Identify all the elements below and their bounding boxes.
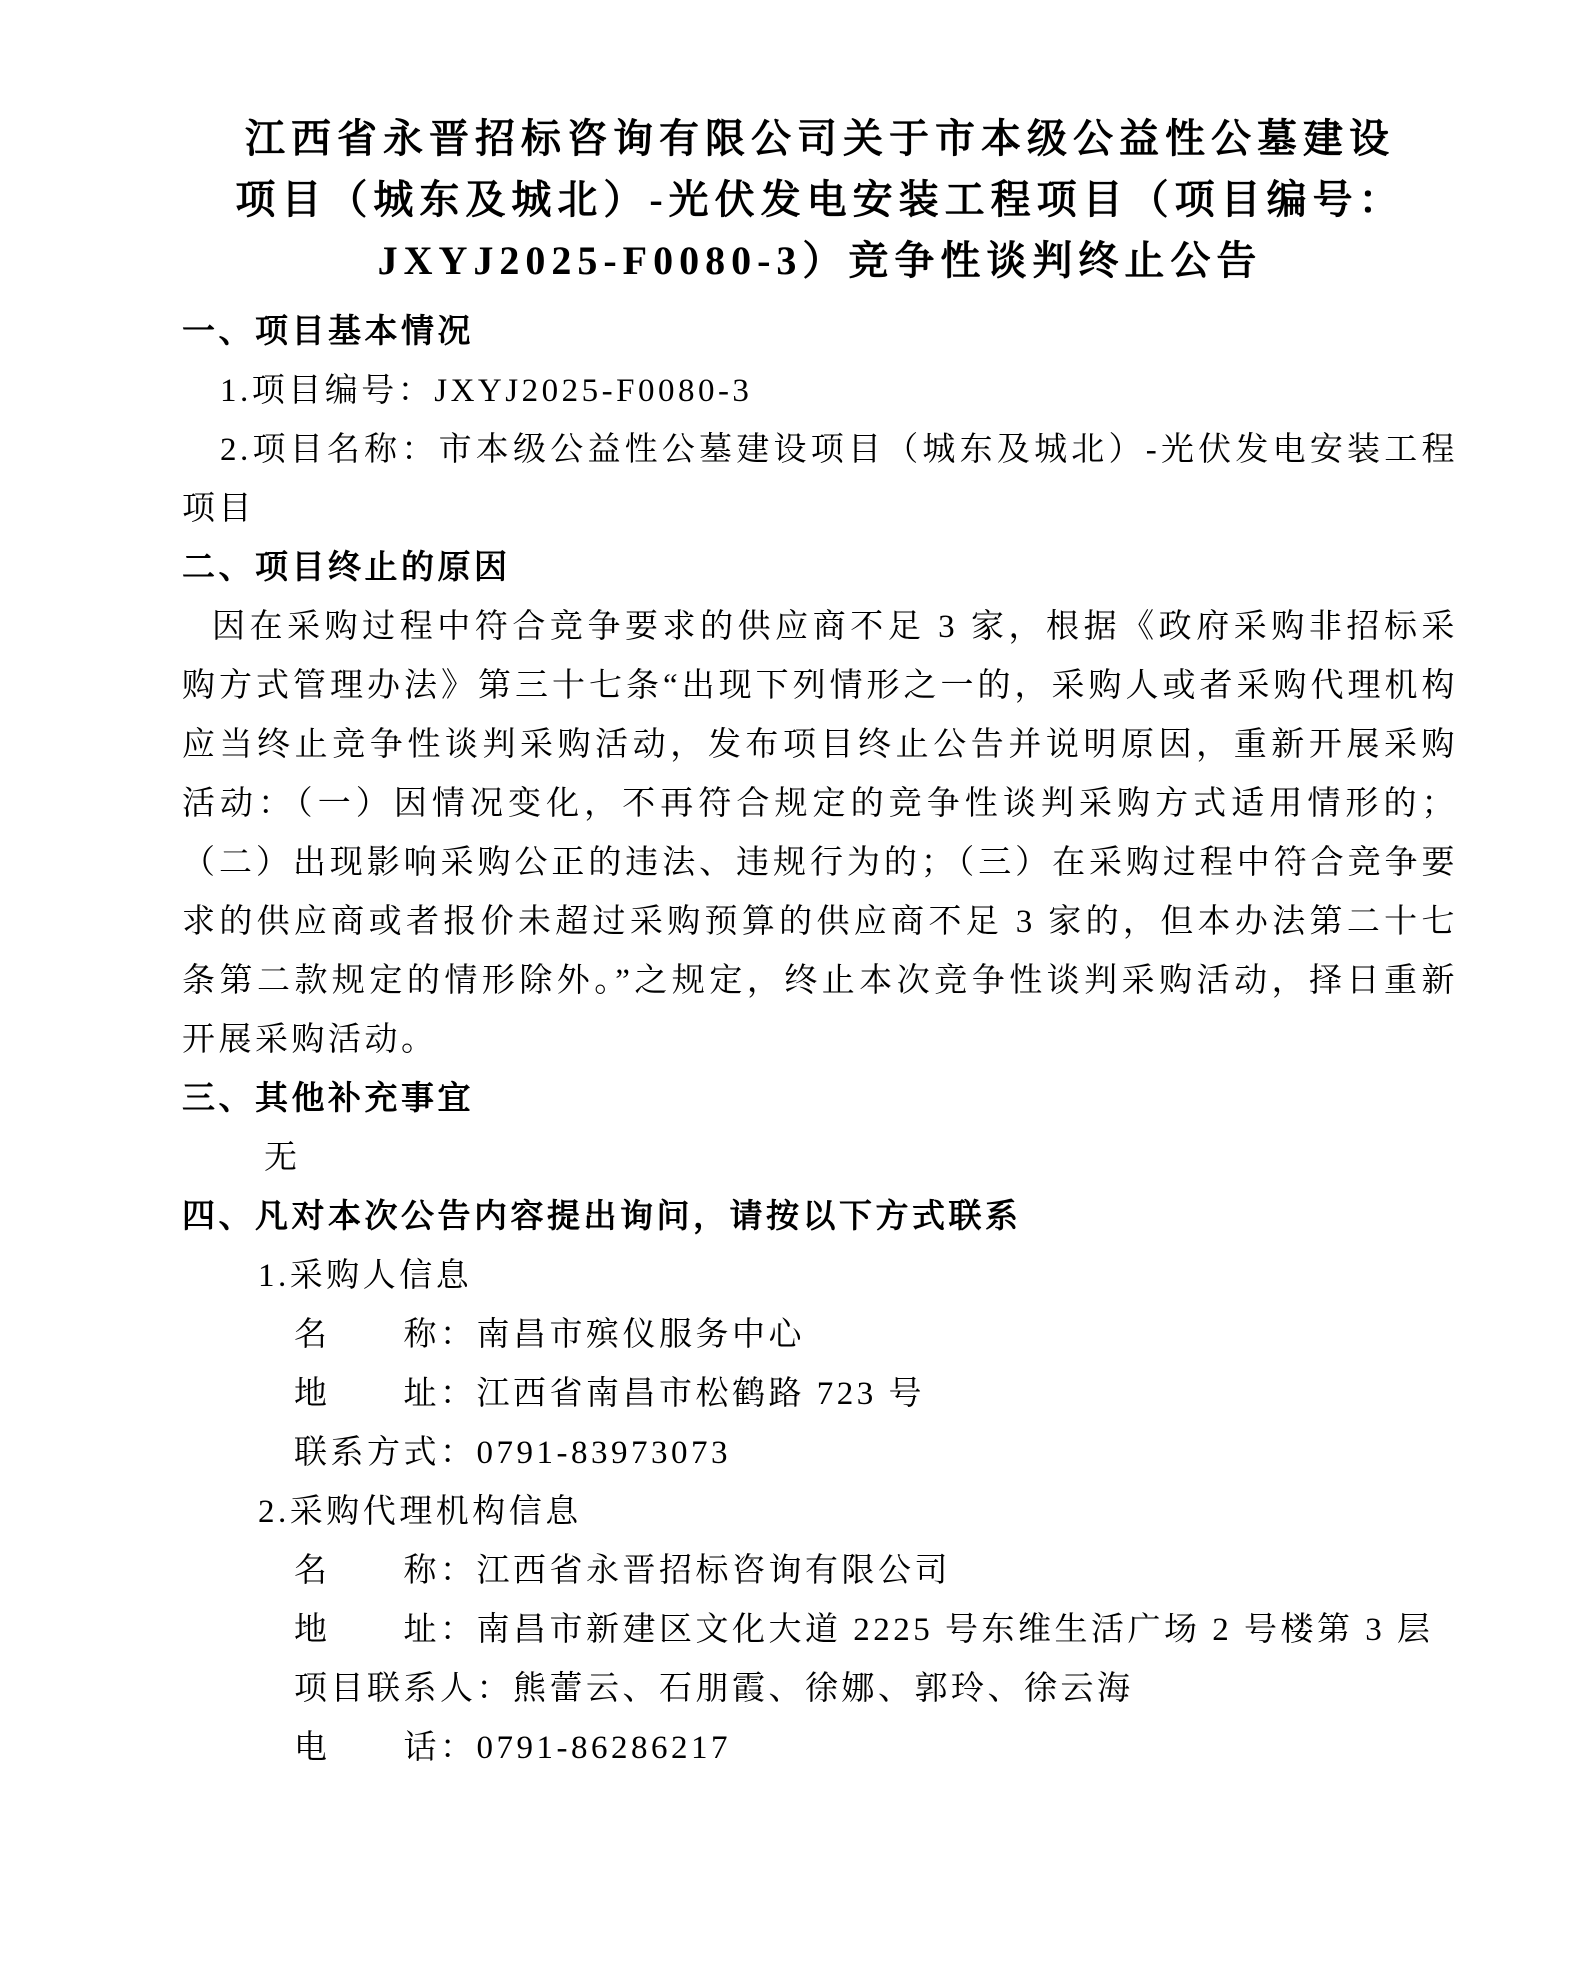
project-name-line: 2.项目名称：市本级公益性公墓建设项目（城东及城北）-光伏发电安装工程项目: [182, 432, 1458, 527]
agency-phone-line: 电 话：0791-86286217: [294, 1730, 731, 1766]
document-body: [182, 303, 1458, 1778]
purchaser-contact-line: 联系方式：0791-83973073: [294, 1435, 731, 1471]
announcement-title: [182, 108, 1458, 291]
announcement-title-line-1: 江西省永晋招标咨询有限公司关于市本级公益性公墓建设: [245, 116, 1395, 161]
termination-reason-paragraph: 因在采购过程中符合竞争要求的供应商不足 3 家，根据《政府采购非招标采购方式管理办法》第三十七条“出现下列情形之一的，采购人或者采购代理机构应当终止竞争性谈判采购活动，发布项目终止公告并说明原因，重新开展采购活动：（一）因情况变化，不再符合规定的竞争性谈判采购方式适用情形的；（二）出现影响采购公正的违法、违规行为的；（三）在采购过程中符合竞争要求的供应商或者报价未超过采购预算的供应商不足 3 家的，但本办法第二十七条第二款规定的情形除外。”之规定，终止本次竞争性谈判采购活动，择日重新开展采购活动。: [182, 609, 1458, 1058]
purchaser-info-heading: 1.采购人信息: [258, 1258, 473, 1294]
announcement-title-line-3: JXYJ2025-F0080-3）竞争性谈判终止公告: [377, 238, 1263, 283]
supplement-content: 无: [264, 1140, 301, 1176]
section-4-heading: 四、凡对本次公告内容提出询问，请按以下方式联系: [182, 1199, 1022, 1235]
section-3-heading: 三、其他补充事宜: [182, 1081, 474, 1117]
project-number-line: 1.项目编号：JXYJ2025-F0080-3: [220, 373, 753, 409]
announcement-title-line-2: 项目（城东及城北）-光伏发电安装工程项目（项目编号：: [235, 177, 1405, 222]
agency-contacts-line: 项目联系人：熊蕾云、石朋霞、徐娜、郭玲、徐云海: [294, 1671, 1134, 1707]
agency-address-line: 地 址：南昌市新建区文化大道 2225 号东维生活广场 2 号楼第 3 层: [294, 1612, 1434, 1648]
agency-name-line: 名 称：江西省永晋招标咨询有限公司: [294, 1553, 951, 1589]
agency-info-heading: 2.采购代理机构信息: [258, 1494, 582, 1530]
purchaser-address-line: 地 址：江西省南昌市松鹤路 723 号: [294, 1376, 925, 1412]
purchaser-name-line: 名 称：南昌市殡仪服务中心: [294, 1317, 805, 1353]
section-1-heading: 一、项目基本情况: [182, 314, 474, 350]
section-2-heading: 二、项目终止的原因: [182, 550, 511, 586]
